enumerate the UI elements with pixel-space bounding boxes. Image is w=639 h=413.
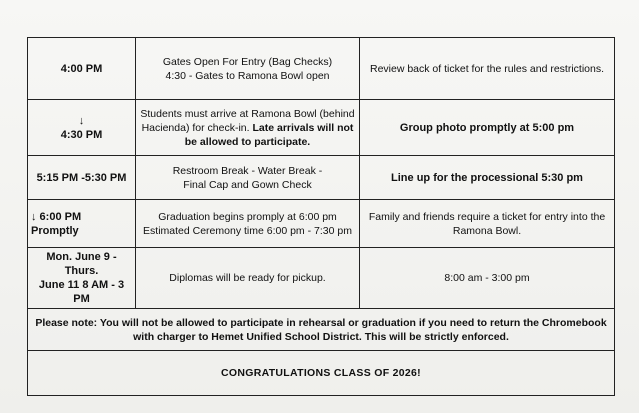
activity-text: Students must arrive at Ramona Bowl (behind Hacienda) for check-in. xyxy=(140,107,355,134)
down-arrow-icon: ↓ xyxy=(78,114,85,127)
time-cell xyxy=(28,100,136,156)
activity-cell: Diplomas will be ready for pickup. xyxy=(136,248,360,309)
activity-cell xyxy=(136,156,360,200)
notes-cell: 8:00 am - 3:00 pm xyxy=(360,248,615,309)
schedule-row xyxy=(28,38,615,100)
notes-cell: Group photo promptly at 5:00 pm xyxy=(360,100,615,156)
late-arrival-warning: Late arrivals will not be allowed to participate. xyxy=(184,121,354,148)
notes-cell: Review back of ticket for the rules and restrictions. xyxy=(360,38,615,100)
activity-cell xyxy=(136,100,360,156)
time-line: Mon. June 9 - Thurs. xyxy=(46,251,117,277)
graduation-schedule-table xyxy=(27,37,615,396)
time-label: 4:30 PM xyxy=(60,128,103,141)
activity-line: Estimated Ceremony time 6:00 pm - 7:30 pm xyxy=(143,224,352,237)
chromebook-notice: Please note: You will not be allowed to participate in rehearsal or graduation if you need to return the Chromebook with charger to Hemet Unified School District. This will be strictly enforced. xyxy=(28,309,615,351)
congrats-row xyxy=(28,351,615,396)
time-line: June 11 8 AM - 3 PM xyxy=(38,279,125,305)
activity-line: 4:30 - Gates to Ramona Bowl open xyxy=(165,69,330,82)
activity-line: Gates Open For Entry (Bag Checks) xyxy=(162,55,333,68)
schedule-row xyxy=(28,200,615,248)
activity-line: Final Cap and Gown Check xyxy=(183,178,312,191)
time-cell: 4:00 PM xyxy=(28,38,136,100)
schedule-row xyxy=(28,248,615,309)
schedule-row xyxy=(28,156,615,200)
activity-cell xyxy=(136,38,360,100)
notes-cell: Family and friends require a ticket for entry into the Ramona Bowl. xyxy=(360,200,615,248)
time-cell: 5:15 PM -5:30 PM xyxy=(28,156,136,200)
schedule-row xyxy=(28,100,615,156)
activity-line: Restroom Break - Water Break - xyxy=(172,164,323,177)
time-cell xyxy=(28,248,136,309)
activity-cell xyxy=(136,200,360,248)
congratulations-banner: CONGRATULATIONS CLASS OF 2026! xyxy=(28,351,615,396)
notice-row xyxy=(28,309,615,351)
time-cell: ↓ 6:00 PM Promptly xyxy=(28,200,136,248)
notes-cell: Line up for the processional 5:30 pm xyxy=(360,156,615,200)
activity-line: Graduation begins promply at 6:00 pm xyxy=(158,210,337,223)
